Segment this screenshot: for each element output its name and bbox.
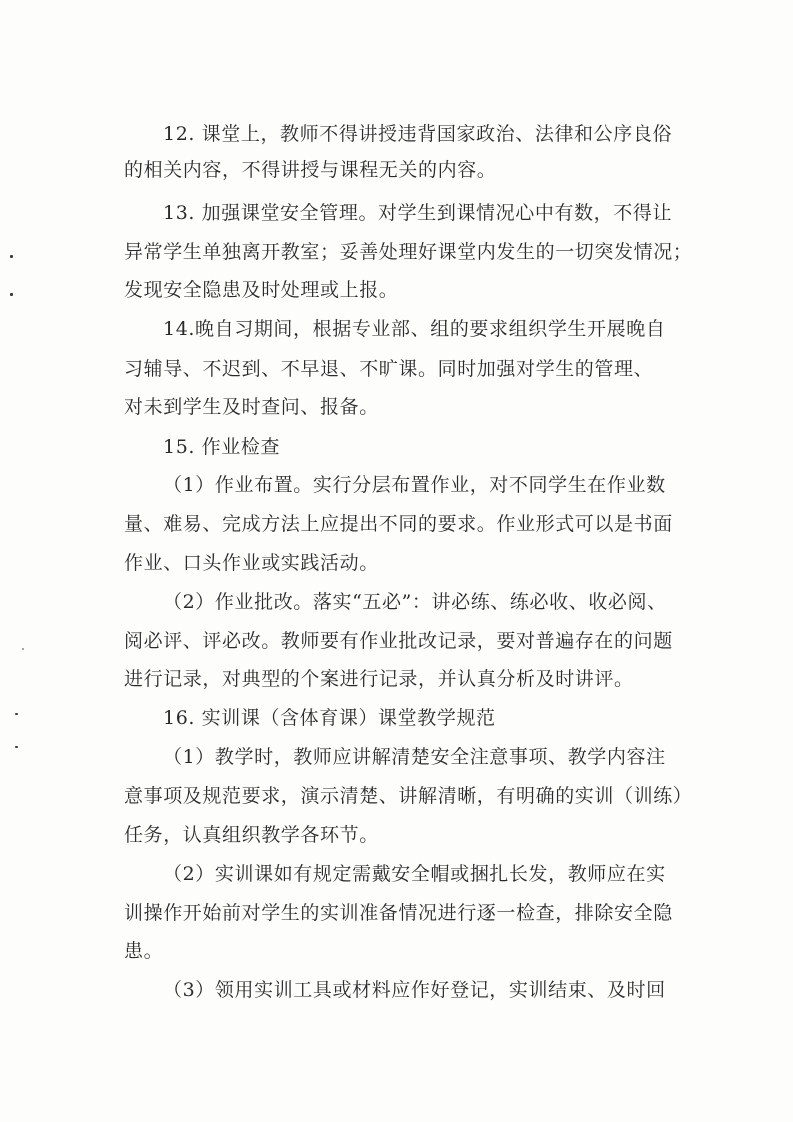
- heading-16: 16. 实训课（含体育课）课堂教学规范: [163, 707, 496, 729]
- paragraph-16-1-line-2: 意事项及规范要求，演示清楚、讲解清晰，有明确的实训（训练）: [124, 785, 693, 807]
- paragraph-15-1-line-3: 作业、口头作业或实践活动。: [124, 552, 379, 574]
- heading-15: 15. 作业检查: [163, 436, 281, 458]
- paragraph-14-line-2: 习辅导、不迟到、不早退、不旷课。同时加强对学生的管理、: [124, 358, 654, 380]
- paragraph-14-line-1: 14.晚自习期间，根据专业部、组的要求组织学生开展晚自: [163, 318, 666, 340]
- paragraph-15-1-line-1: （1）作业布置。实行分层布置作业，对不同学生在作业数: [163, 474, 666, 496]
- paragraph-16-2-line-2: 训操作开始前对学生的实训准备情况进行逐一检查，排除安全隐: [124, 902, 673, 924]
- paragraph-15-1-line-2: 量、难易、完成方法上应提出不同的要求。作业形式可以是书面: [124, 513, 673, 535]
- scan-speck: [10, 255, 13, 258]
- paragraph-16-2-line-1: （2）实训课如有规定需戴安全帽或捆扎长发，教师应在实: [163, 863, 666, 885]
- scan-speck: [10, 293, 13, 296]
- paragraph-15-2-line-2: 阅必评、评必改。教师要有作业批改记录，要对普遍存在的问题: [124, 630, 673, 652]
- paragraph-15-2-line-1: （2）作业批改。落实“五必”：讲必练、练必收、收必阅、: [163, 591, 667, 613]
- paragraph-13-line-1: 13. 加强课堂安全管理。对学生到课情况心中有数，不得让: [163, 202, 673, 224]
- scan-speck: [15, 746, 18, 748]
- paragraph-15-2-line-3: 进行记录，对典型的个案进行记录，并认真分析及时讲评。: [124, 668, 634, 690]
- paragraph-16-2-line-3: 患。: [124, 940, 164, 962]
- paragraph-16-3-line-1: （3）领用实训工具或材料应作好登记，实训结束、及时回: [163, 979, 666, 1001]
- paragraph-16-1-line-1: （1）教学时，教师应讲解清楚安全注意事项、教学内容注: [163, 746, 666, 768]
- paragraph-14-line-3: 对未到学生及时查问、报备。: [124, 396, 379, 418]
- paragraph-16-1-line-3: 任务，认真组织教学各环节。: [124, 824, 379, 846]
- paragraph-13-line-3: 发现安全隐患及时处理或上报。: [124, 279, 399, 301]
- paragraph-12-line-2: 的相关内容，不得讲授与课程无关的内容。: [124, 159, 497, 181]
- scan-speck: [15, 713, 18, 715]
- paragraph-12-line-1: 12. 课堂上，教师不得讲授违背国家政治、法律和公序良俗: [163, 123, 673, 145]
- scan-speck: [22, 648, 24, 650]
- paragraph-13-line-2: 异常学生单独离开教室；妥善处理好课堂内发生的一切突发情况；: [124, 241, 693, 263]
